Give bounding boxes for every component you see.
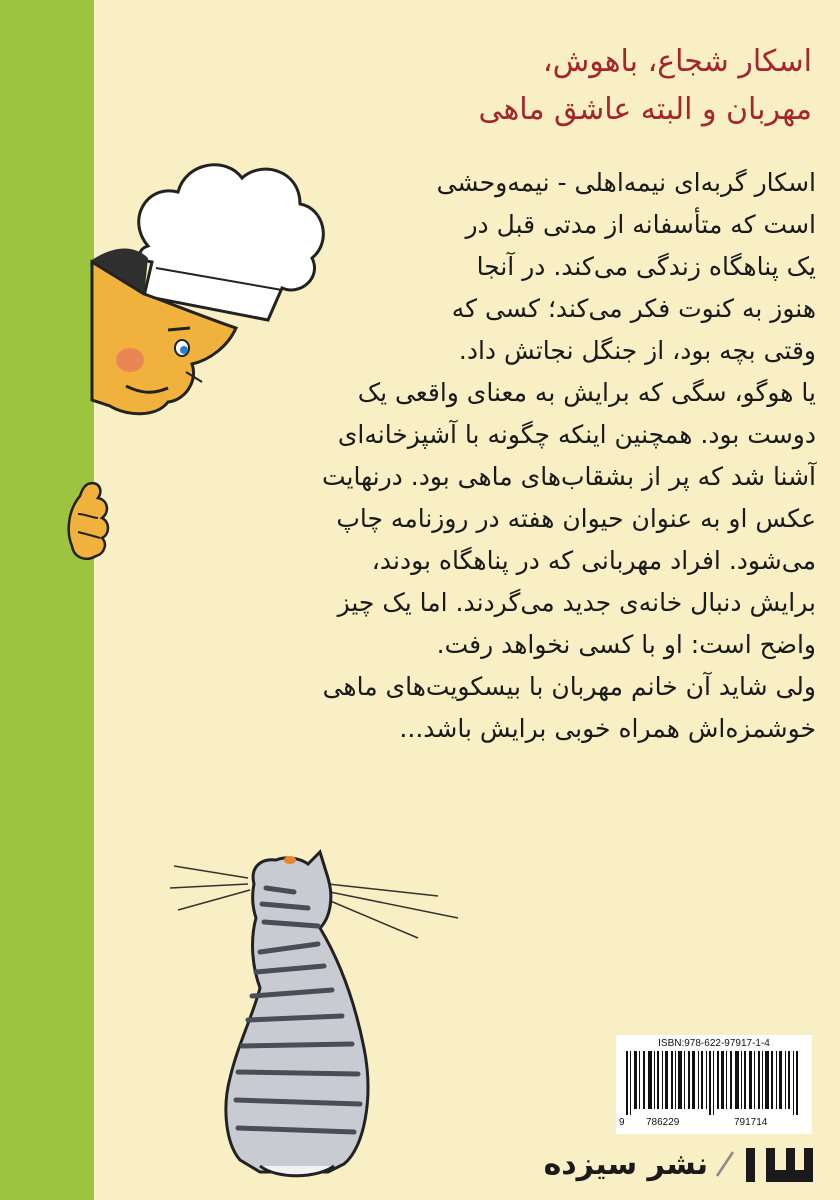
barcode-lead-digit: 9	[619, 1117, 625, 1128]
publisher-mark	[538, 1140, 814, 1188]
gray-tabby-cat-illustration	[168, 848, 468, 1178]
blurb-line: وقتی بچه بود، از جنگل نجاتش داد.	[458, 336, 816, 365]
blurb-line: هنوز به کنوت فکر می‌کند؛ کسی که	[451, 294, 816, 323]
blurb-line: دوست بود. همچنین اینکه چگونه با آشپزخانه‌ای	[337, 420, 816, 449]
barcode-digits-right: 791714	[734, 1117, 768, 1128]
blurb-text	[256, 162, 816, 750]
blurb-line: یک پناهگاه زندگی می‌کند. در آنجا	[476, 252, 816, 281]
blurb-line: برایش دنبال خانه‌ی جدید می‌گردند. اما یک چیز	[337, 588, 816, 617]
barcode-bars	[620, 1051, 808, 1115]
cover-title	[112, 38, 812, 134]
blurb-line: خوشمزه‌اش همراه خوبی برایش باشد...	[399, 714, 816, 743]
blurb-line: آشنا شد که پر از بشقاب‌های ماهی بود. درنهایت	[322, 462, 816, 491]
blurb-line: ولی شاید آن خانم مهربان با بیسکویت‌های ماهی	[322, 672, 816, 701]
blurb-line: می‌شود. افراد مهربانی که در پناهگاه بودند،	[371, 546, 816, 575]
title-line-2: مهربان و البته عاشق ماهی	[478, 92, 812, 127]
blurb-line: اسکار گربه‌ای نیمه‌اهلی - نیمه‌وحشی	[436, 168, 816, 197]
blurb-line: یا هوگو، سگی که برایش به معنای واقعی یک	[357, 378, 816, 407]
barcode	[616, 1035, 812, 1134]
blurb-line: واضح است: او با کسی نخواهد رفت.	[436, 630, 816, 659]
barcode-digits-left: 786229	[646, 1117, 680, 1128]
blurb-line: عکس او به عنوان حیوان هفته در روزنامه چاپ	[336, 504, 816, 533]
publisher-logo-icon	[744, 1144, 814, 1184]
hand-illustration	[58, 480, 114, 566]
green-spine-strip	[0, 0, 94, 1200]
blurb-line: است که متأسفانه از مدتی قبل در	[465, 210, 816, 239]
slash-divider-icon	[714, 1149, 736, 1179]
isbn-text: ISBN:978-622-97917-1-4	[658, 1038, 770, 1049]
title-line-1: اسکار شجاع، باهوش،	[542, 44, 812, 79]
publisher-name: نشر سیزده	[543, 1146, 708, 1182]
